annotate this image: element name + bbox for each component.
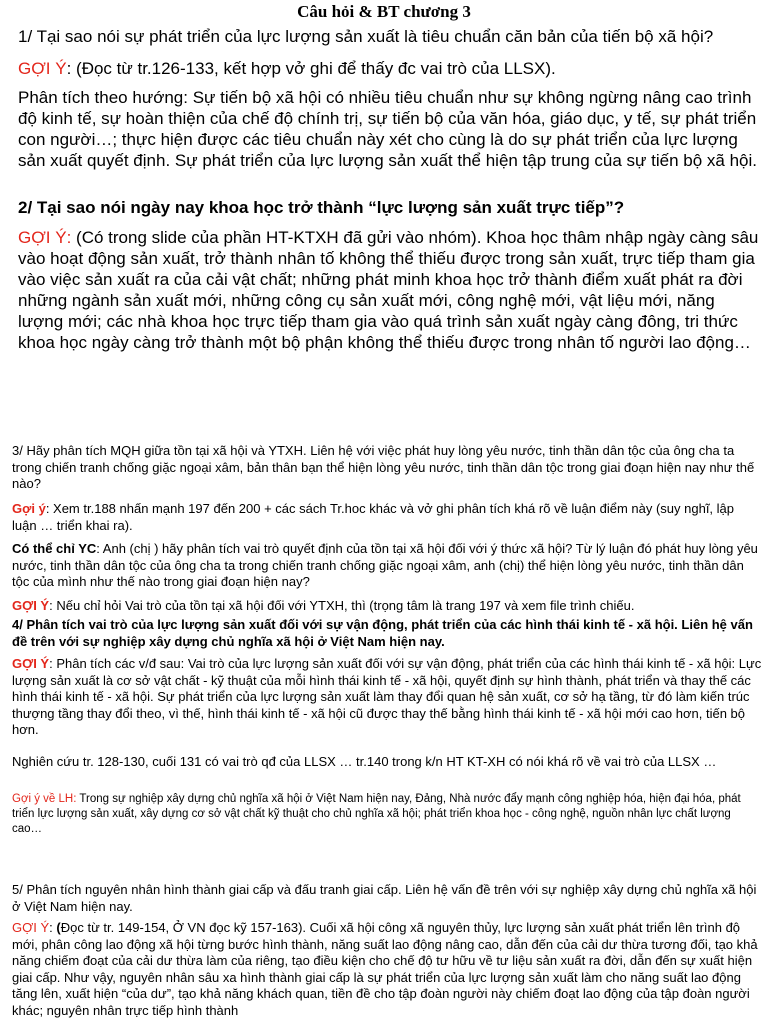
question-3: 3/ Hãy phân tích MQH giữa tồn tại xã hội và YTXH. Liên hệ với việc phát huy lòng yêu nước, tinh thần dân tộc của ông cha ta trong chiến tranh chống giặc ngoại xâm, bản thân bạn thể hiện lòng yêu nước, tinh thần dân tộc trong giai đoạn hiện nay như thế nào?: [12, 443, 755, 491]
hint-label: GỢI Ý: [12, 656, 50, 671]
question-3-hint-2: [12, 598, 762, 615]
hint-colon: :: [49, 920, 57, 935]
page-title: Câu hỏi & BT chương 3: [297, 2, 471, 21]
hint-label: GỢI Ý: [18, 59, 67, 78]
question-2-hint: [18, 227, 760, 353]
question-4: 4/ Phân tích vai trò của lực lượng sản xuất đối với sự vận động, phát triển của các hình thái kinh tế - xã hội. Liên hệ vấn đề trên với sự nghiệp xây dựng chủ nghĩa xã hội ở Việt Nam hiện nay.: [12, 617, 753, 649]
question-3-hint: [12, 501, 762, 534]
hint-paren: (: [56, 920, 61, 935]
hint-text: : Nếu chỉ hỏi Vai trò của tồn tại xã hội đối với YTXH, thì (trọng tâm là trang 197 và xem file trình chiếu.: [49, 598, 635, 613]
alt-text: : Anh (chị ) hãy phân tích vai trò quyết định của tồn tại xã hội đối với ý thức xã hội? Từ lý luận đó phát huy lòng yêu nước, tinh thần dân tộc của ông cha ta trong chiến tranh chống giặc ngoại xâm, anh (chị) thể hiện lòng yêu nước, tinh thần dân tộc của mình như thế nào trong giai đoạn hiện nay?: [12, 541, 758, 589]
hint-label: GỢI Ý: [12, 920, 50, 935]
question-1-hint: [18, 58, 764, 79]
hint-text: (Có trong slide của phần HT-KTXH đã gửi vào nhóm). Khoa học thâm nhập ngày càng sâu vào hoạt động sản xuất, trở thành nhân tố không thể thiếu được trong sản xuất, trực tiếp tham gia vào việc sản xuất ra của cải vật chất; những phát minh khoa học trở thành điểm xuất phát ra đời những ngành sản xuất mới, những công cụ sản xuất mới, công nghệ mới, vật liệu mới, năng lượng mới; các nhà khoa học trực tiếp tham gia vào quá trình sản xuất ngày càng đông, tri thức khoa học ngày càng trở thành một bộ phận không thể thiếu được trong nhân tố người lao động…: [18, 228, 759, 352]
hint-label: Gợi ý về LH:: [12, 793, 77, 805]
hint-label: GỢI Ý:: [18, 228, 72, 247]
question-4-lh-hint: [12, 792, 764, 837]
hint-text: : (Đọc từ tr.126-133, kết hợp vở ghi để thấy đc vai trò của LLSX).: [66, 59, 556, 78]
question-3-alternative: [12, 541, 762, 591]
hint-label: GỢI Ý: [12, 598, 50, 613]
hint-text: : Xem tr.188 nhấn mạnh 197 đến 200 + các sách Tr.hoc khác và vở ghi phân tích khá rõ về luận điểm này (suy nghĩ, lập luận … triển khai ra).: [12, 501, 735, 533]
question-2: 2/ Tại sao nói ngày nay khoa học trở thành “lực lượng sản xuất trực tiếp”?: [18, 198, 625, 217]
question-5-hint: [12, 920, 764, 1019]
question-1-analysis: Phân tích theo hướng: Sự tiến bộ xã hội có nhiều tiêu chuẩn như sự không ngừng nâng cao trình độ kinh tế, sự hoàn thiện của chế độ chính trị, sự tiến bộ của văn hóa, giáo dục, y tế, sự phát triển con người…; thực hiện được các tiêu chuẩn này xét cho cùng là do sự phát triển của lực lượng sản xuất quyết định. Sự phát triển của lực lượng sản xuất thể hiện tập trung của sự tiến bộ xã hội.: [18, 88, 758, 170]
hint-text: : Phân tích các v/đ sau: Vai trò của lực lượng sản xuất đối với sự vận động, phát triển của các hình thái kinh tế - xã hội: Lực lượng sản xuất là cơ sở vật chất - kỹ thuật của mỗi hình thái kinh tế - xã hội, quyết định sự hình thành, phát triển và thay thế các hình thái kinh tế - xã hội. Sự phát triển của lực lượng sản xuất làm thay đổi quan hệ sản xuất, cơ sở hạ tầng, từ đó làm kiến trúc thượng tầng thay đổi theo, vì thế, hình thái kinh tế - xã hội cũ được thay thế bằng hình thái kinh tế - xã hội mới cao hơn, tiến bộ hơn.: [12, 656, 762, 737]
question-5: 5/ Phân tích nguyên nhân hình thành giai cấp và đấu tranh giai cấp. Liên hệ vấn đề trên với sự nghiệp xây dựng chủ nghĩa xã hội ở Việt Nam hiện nay.: [12, 882, 757, 914]
hint-text: Đọc từ tr. 149-154, Ở VN đọc kỹ 157-163). Cuối xã hội công xã nguyên thủy, lực lượng sản xuất phát triển lên trình độ mới, phân công lao động xã hội từng bước hình thành, năng suất lao động nâng cao, dẫn đến của cải dư thừa tương đối, tạo khả năng chiếm đoạt của cải dư thừa làm của riêng, tạo điều kiện cho chế độ tư hữu về tư liệu sản xuất ra đời, dẫn đến sự xuất hiện giai cấp. Như vậy, nguyên nhân sâu xa hình thành giai cấp là sự phát triển của lực lượng sản xuất làm cho năng suất lao động tăng lên, xuất hiện “của dư”, tạo khả năng khách quan, tiền đề cho tập đoàn người này chiếm đoạt lao động của tập đoàn người khác; nguyên nhân trực tiếp hình thành: [12, 920, 758, 1018]
hint-label: Gợi ý: [12, 501, 46, 516]
hint-text: Trong sự nghiệp xây dựng chủ nghĩa xã hội ở Việt Nam hiện nay, Đảng, Nhà nước đẩy mạnh công nghiệp hóa, hiện đại hóa, phát triển lực lượng sản xuất, xây dựng cơ sở vật chất kỹ thuật cho chủ nghĩa xã hội; phát triển khoa học - công nghệ, nguồn nhân lực chất lượng cao…: [12, 793, 741, 835]
question-1: 1/ Tại sao nói sự phát triển của lực lượng sản xuất là tiêu chuẩn căn bản của tiến bộ xã hội?: [18, 27, 714, 46]
question-4-research-note: Nghiên cứu tr. 128-130, cuối 131 có vai trò qđ của LLSX … tr.140 trong k/n HT KT-XH có nói khá rõ về vai trò của LLSX …: [12, 754, 717, 769]
alt-label: Có thể chỉ YC: [12, 541, 97, 556]
question-4-hint: [12, 656, 762, 739]
